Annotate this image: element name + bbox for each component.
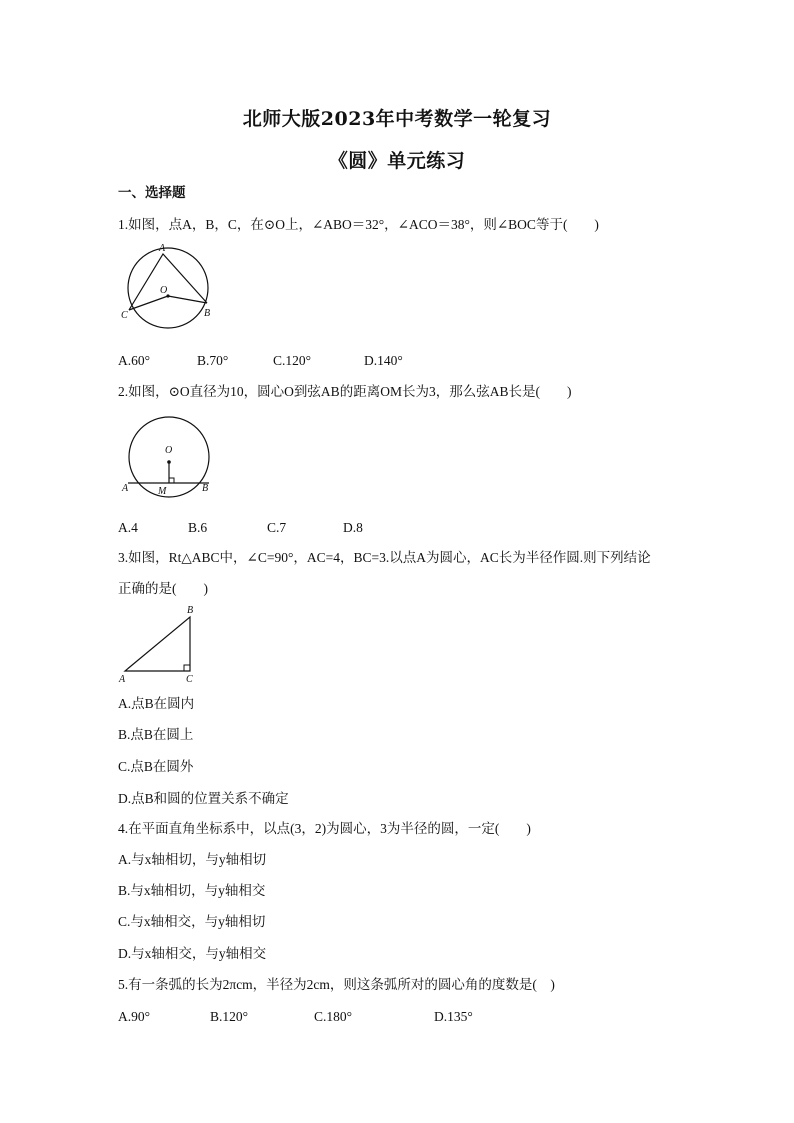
question-5-options — [118, 1008, 473, 1026]
label-b: B — [204, 308, 211, 319]
center-point — [167, 460, 171, 464]
question-1-figure — [118, 245, 218, 325]
question-4-stem: 4.在平面直角坐标系中，以点(3，2)为圆心，3为半径的圆，一定( ) — [118, 821, 531, 836]
question-5-stem: 5.有一条弧的长为2πcm，半径为2cm，则这条弧所对的圆心角的度数是( ) — [118, 977, 555, 992]
document-subtitle: 《圆》单元练习 — [328, 150, 466, 172]
option-a: A.4 — [118, 520, 138, 535]
label-c: C — [186, 674, 193, 685]
right-angle-mark — [169, 478, 174, 483]
right-angle-mark — [184, 665, 190, 671]
label-o: O — [160, 285, 168, 296]
question-2-stem: 2.如图，⊙O直径为10，圆心O到弦AB的距离OM长为3，那么弦AB长是( ) — [118, 384, 572, 399]
section-heading: 一、选择题 — [118, 185, 186, 201]
label-a: A — [122, 483, 129, 494]
option-b: B.70° — [197, 353, 229, 368]
question-4-option-b: B.与x轴相切，与y轴相交 — [118, 883, 266, 898]
question-3-option-a: A.点B在圆内 — [118, 696, 195, 711]
option-d: D.8 — [343, 520, 363, 535]
option-d: D.140° — [364, 353, 403, 368]
option-b: B.120° — [210, 1009, 249, 1024]
question-2-options — [118, 519, 363, 537]
label-a: A — [159, 243, 166, 254]
right-triangle — [125, 617, 190, 671]
circle — [129, 417, 209, 497]
question-4-option-d: D.与x轴相交，与y轴相交 — [118, 946, 267, 961]
option-a: A.60° — [118, 353, 151, 368]
label-b: B — [187, 605, 194, 616]
radius-oc — [129, 296, 168, 310]
question-4-option-a: A.与x轴相切，与y轴相切 — [118, 852, 267, 867]
question-3-option-c: C.点B在圆外 — [118, 759, 194, 774]
question-3-option-d: D.点B和圆的位置关系不确定 — [118, 791, 289, 806]
label-o: O — [165, 445, 173, 456]
question-1-stem: 1.如图，点A，B，C，在⊙O上，∠ABO＝32°，∠ACO＝38°，则∠BOC等于( ) — [118, 217, 599, 232]
option-c: C.180° — [314, 1009, 353, 1024]
option-d: D.135° — [434, 1009, 473, 1024]
question-4-option-c: C.与x轴相交，与y轴相切 — [118, 914, 266, 929]
option-b: B.6 — [188, 520, 208, 535]
label-b: B — [202, 483, 209, 494]
question-2-figure — [118, 417, 218, 499]
option-c: C.7 — [267, 520, 287, 535]
triangle-sides — [129, 254, 207, 310]
option-c: C.120° — [273, 353, 312, 368]
label-m: M — [158, 486, 167, 497]
question-3-stem-line-1: 3.如图，Rt△ABC中，∠C=90°，AC=4，BC=3.以点A为圆心，AC长为半径作圆.则下列结论 — [118, 550, 651, 565]
question-3-option-b: B.点B在圆上 — [118, 727, 194, 742]
question-3-stem-line-2: 正确的是( ) — [118, 581, 208, 596]
label-a: A — [119, 674, 126, 685]
document-title: 北师大版2023年中考数学一轮复习 — [242, 108, 552, 130]
label-c: C — [121, 310, 128, 321]
question-3-figure — [118, 604, 208, 684]
option-a: A.90° — [118, 1009, 151, 1024]
question-1-options — [118, 352, 403, 370]
